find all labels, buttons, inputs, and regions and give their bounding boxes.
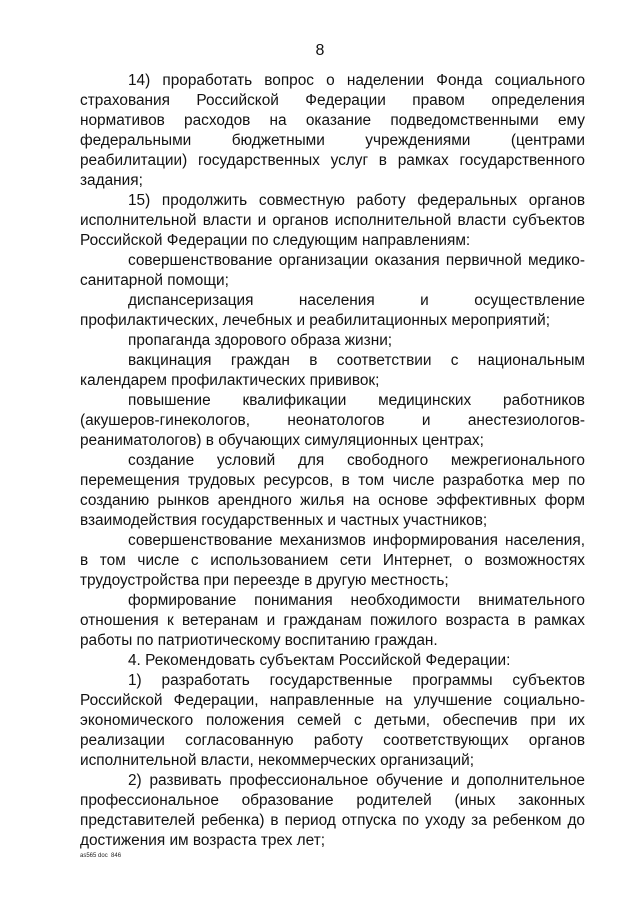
paragraph-direction-vaccination: вакцинация граждан в соответствии с национальным календарем профилактических прививок; — [80, 352, 585, 389]
paragraph-section-4: 4. Рекомендовать субъектам Российской Федерации: — [128, 652, 511, 669]
paragraph-direction-veterans: формирование понимания необходимости внимательного отношения к ветеранам и гражданам пожилого возраста в рамках работы по патриотическому воспитанию граждан. — [80, 592, 585, 649]
paragraph-direction-dispensarization: диспансеризация населения и осуществление профилактических, лечебных и реабилитационных мероприятий; — [80, 292, 585, 329]
footer-doc-code: as565 doc 846 — [80, 853, 122, 859]
paragraph-direction-labor-mobility: создание условий для свободного межрегионального перемещения трудовых ресурсов, в том числе разработка мер по созданию рынков арендного жилья на основе эффективных форм взаимодействия государственных и частных участников; — [80, 452, 585, 529]
paragraph-item-14: 14) проработать вопрос о наделении Фонда социального страхования Российской Федерации правом определения нормативов расходов на оказание подведомственными ему федеральными бюджетными учреждениями (центрами реабилитации) государственных услуг в рамках государственного задания; — [80, 72, 585, 189]
page-number: 8 — [315, 42, 325, 59]
paragraph-direction-information: совершенствование механизмов информирования населения, в том числе с использованием сети Интернет, о возможностях трудоустройства при переезде в другую местность; — [80, 532, 585, 589]
paragraph-direction-healthy-lifestyle: пропаганда здорового образа жизни; — [128, 332, 393, 349]
paragraph-direction-primary-care: совершенствование организации оказания первичной медико-санитарной помощи; — [80, 252, 585, 289]
paragraph-direction-qualification: повышение квалификации медицинских работников (акушеров-гинекологов, неонатологов и анестезиологов-реаниматологов) в обучающих симуляционных центрах; — [80, 392, 585, 449]
paragraph-section-4-item-2: 2) развивать профессиональное обучение и дополнительное профессиональное образование родителей (иных законных представителей ребенка) в период отпуска по уходу за ребенком до достижения им возраста трех лет; — [80, 772, 585, 849]
paragraph-item-15: 15) продолжить совместную работу федеральных органов исполнительной власти и органов исполнительной власти субъектов Российской Федерации по следующим направлениям: — [80, 192, 585, 249]
paragraph-section-4-item-1: 1) разработать государственные программы субъектов Российской Федерации, направленные на улучшение социально-экономического положения семей с детьми, обеспечив при их реализации согласованную работу соответствующих органов исполнительной власти, некоммерческих организаций; — [80, 672, 585, 769]
document-body — [80, 71, 585, 851]
